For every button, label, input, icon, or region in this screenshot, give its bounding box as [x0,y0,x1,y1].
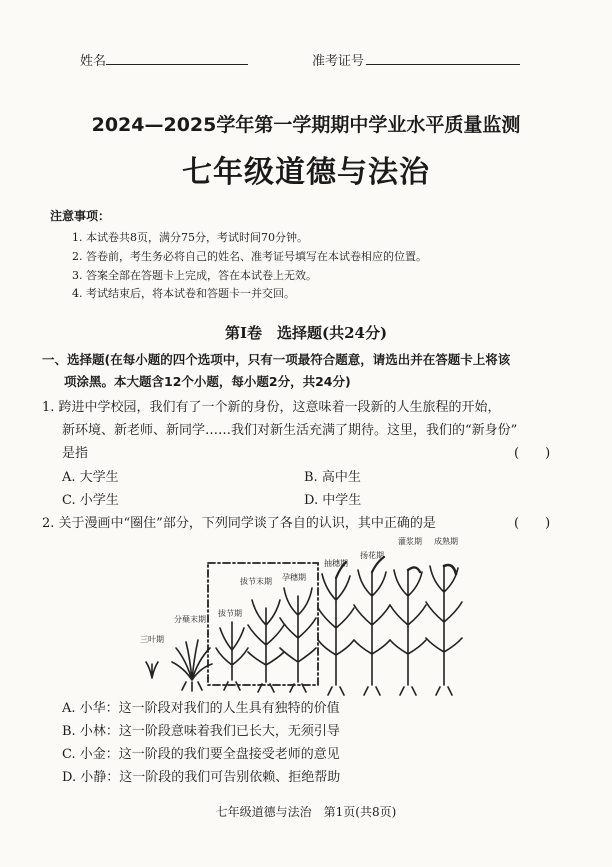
stage-label: 孕穗期 [282,573,306,582]
exam-header [0,50,612,70]
name-blank[interactable] [106,50,248,65]
q1-stem-line: 新环境、新老师、新同学……我们对新生活充满了期待。这里，我们的“新身份” [62,423,518,438]
stage-label: 灌浆期 [398,537,422,546]
note-item: 3. 答案全部在答题卡上完成，答在本试卷上无效。 [72,269,317,282]
stage-label: 拔节期 [218,609,242,618]
page-footer: 七年级道德与法治 第1页(共8页) [215,805,397,819]
note-item: 2. 答卷前，考生务必将自己的姓名、准考证号填写在本试卷相应的位置。 [72,250,427,263]
name-label: 姓名 [80,54,107,69]
q2-option-d[interactable]: D. 小静：这一阶段的我们可告别依赖、拒绝帮助 [62,770,341,785]
note-item: 4. 考试结束后，将本试卷和答题卡一并交回。 [72,287,295,300]
q1-answer-paren: ( ) [514,446,551,461]
stage-label: 三叶期 [140,635,164,644]
q2-option-c[interactable]: C. 小金：这一阶段的我们要全盘接受老师的意见 [62,747,340,762]
stage-label: 抽穗期 [324,559,348,568]
exam-title: 2024—2025学年第一学期期中学业水平质量监测 [91,114,521,136]
section-instruction: 项涂黑。本大题含12个小题，每小题2分，共24分) [64,374,351,389]
q1-option-c[interactable]: C. 小学生 [62,493,119,508]
q2-answer-paren: ( ) [514,516,551,531]
q1-option-d[interactable]: D. 中学生 [304,493,362,508]
q1-option-a[interactable]: A. 大学生 [62,470,119,485]
q2-stem: 2. 关于漫画中“圈住”部分，下列同学谈了各自的认识，其中正确的是 [42,516,436,531]
stage-label: 扬花期 [360,551,384,560]
q1-stem-line: 1. 跨进中学校园，我们有了一个新的身份，这意味着一段新的人生旅程的开始， [42,400,501,415]
section-title: 第Ⅰ卷 选择题(共24分) [224,324,388,342]
q1-stem-line: 是指 [62,446,89,461]
rice-growth-figure [0,530,612,700]
notes-heading: 注意事项： [50,209,111,223]
q2-option-b[interactable]: B. 小林：这一阶段意味着我们已长大，无须引导 [62,724,340,739]
stage-label: 成熟期 [434,537,458,546]
section-instruction: 一、选择题(在每小题的四个选项中，只有一项最符合题意，请选出并在答题卡上将该 [42,352,511,367]
exam-no-blank[interactable] [366,50,520,65]
stage-label: 拔节末期 [240,577,272,586]
exam-no-label: 准考证号 [312,54,365,69]
stage-label: 分蘖末期 [174,615,206,624]
note-item: 1. 本试卷共8页，满分75分，考试时间70分钟。 [72,231,308,244]
subject-title: 七年级道德与法治 [182,155,430,190]
q1-option-b[interactable]: B. 高中生 [304,470,361,485]
q2-option-a[interactable]: A. 小华：这一阶段对我们的人生具有独特的价值 [62,701,340,716]
